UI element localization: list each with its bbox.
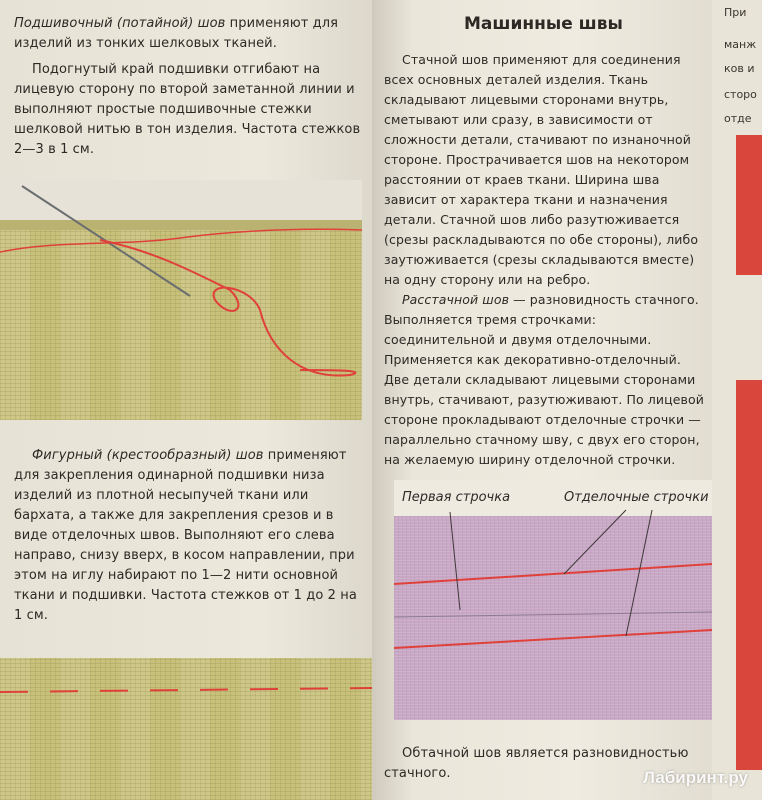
decorative-seam-term: Расстачной шов: [402, 292, 510, 307]
right-para-2-text: — разновидность стачного. Выполняется тремя строчками: соединительной и двумя отделочными. Применяется как декоративно-отделочный. Две детали складывают лицевыми сторонами внутрь, стачивают, разутюживают. По лицевой стороне прокладывают отделочные строчки — параллельно стачному шву, с двух его сторон, на желаемую ширину отделочной строчки.: [384, 292, 704, 467]
left-para-1: [14, 14, 364, 54]
right-page: [372, 0, 716, 800]
left-page: [0, 0, 378, 800]
seam-lines-illustration: [394, 480, 712, 720]
photo-background: [0, 180, 362, 220]
needle-thread-illustration: [0, 180, 362, 420]
first-stitch-label: Первая строчка: [402, 490, 511, 505]
edge-red-block-1: [736, 135, 762, 275]
left-text-top: [14, 14, 364, 160]
right-para-1: Стачной шов применяют для соединения всех основных деталей изделия. Ткань складывают лицевыми сторонами внутрь, сметывают или сразу, в зависимости от сложности детали, стачивают по изнаночной стороне. Прострачивается шов на некотором расстоянии от краев ткани. Ширина шва зависит от характера ткани и назначения детали. Стачной шов либо разутюживается (срезы раскладываются по обе стороны), либо заутюживается (срезы складываются вместе) на одну сторону или на ребро.: [384, 52, 699, 287]
fabric-fold: [0, 220, 362, 230]
left-text-bottom: [14, 446, 364, 626]
leader-finish-1: [564, 510, 626, 574]
right-para-3: Обтачной шов является разновидностью стачного.: [384, 746, 689, 781]
left-para-1-text: применяют для изделий из тонких шелковых тканей.: [14, 16, 339, 51]
section-heading: Машинные швы: [464, 14, 623, 34]
right-para-2: [384, 290, 704, 470]
hem-stitch-line: [0, 229, 362, 252]
edge-text-4: сторо: [724, 88, 757, 101]
edge-text-2: манж: [724, 38, 757, 51]
edge-text-1: При: [724, 6, 747, 19]
finishing-stitch-top: [394, 564, 712, 584]
cross-stitch-term: Фигурный (крестообразный) шов: [32, 448, 264, 463]
finishing-stitches-label: Отделочные строчки: [564, 490, 709, 505]
loose-thread: [100, 240, 355, 376]
dashed-stitch-line: [0, 688, 372, 692]
finishing-stitch-bottom: [394, 630, 712, 648]
left-para-3: [14, 446, 364, 626]
edge-text-5: отде: [724, 112, 752, 125]
next-page-edge: [712, 0, 762, 800]
joining-seam: [394, 612, 712, 617]
blind-stitch-term: Подшивочный (потайной) шов: [14, 16, 226, 31]
dashed-stitch-illustration: [0, 658, 372, 800]
leader-first: [450, 512, 460, 610]
edge-red-block-2: [736, 380, 762, 770]
cross-stitch-photo: [0, 658, 372, 800]
labirint-watermark: Лабиринт.ру: [642, 768, 748, 787]
blind-stitch-photo: [0, 180, 362, 420]
machine-seam-figure: [394, 480, 712, 720]
left-para-3-text: применяют для закрепления одинарной подшивки низа изделий из плотной несыпучей ткани или бархата, а также для закрепления срезов и в виде отделочных швов. Выполняют его слева направо, снизу вверх, в косом направлении, при этом на иглу набирают по 1—2 нити основной ткани и подшивки. Частота стежков от 1 до 2 на 1 см.: [14, 448, 357, 623]
left-para-2: Подогнутый край подшивки отгибают на лицевую сторону по второй заметанной линии и выполняют простые подшивочные стежки шелковой нитью в тон изделия. Частота стежков 2—3 в 1 см.: [14, 62, 361, 157]
leader-finish-2: [626, 510, 652, 636]
right-text: [384, 50, 704, 470]
edge-text-3: ков и: [724, 62, 755, 75]
